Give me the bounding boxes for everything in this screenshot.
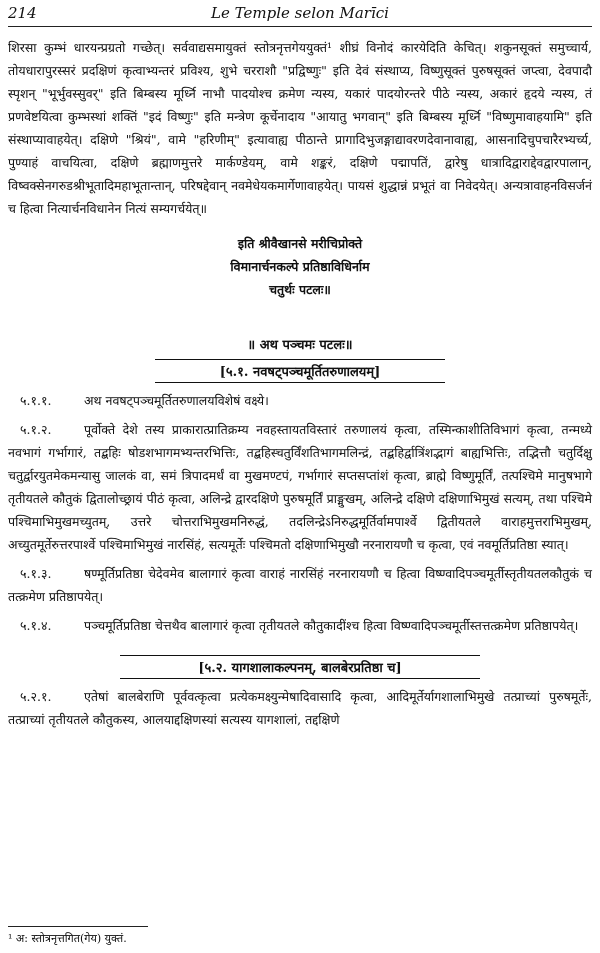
footnote-rule — [8, 926, 148, 927]
colophon-line: विमानार्चनकल्पे प्रतिष्ठाविधिर्नाम — [230, 259, 370, 274]
verse — [8, 418, 592, 556]
verse-number: ५.१.१. — [20, 393, 52, 408]
section-heading: [५.१. नवषट्पञ्चमूर्तितरुणालयम्] — [155, 359, 445, 383]
header-rule — [8, 26, 592, 27]
intro-paragraph: शिरसा कुम्भं धारयन्प्रग्रतो गच्छेत्। सर्ववाद्यसमायुक्तं स्तोत्रनृत्तगेययुक्तं¹ शीघ्रं विनोदं कारयेदिति केचित्। शकुनसूक्तं समुच्चार्य, तोयधारापुरस्सरं प्रदक्षिणं कृत्वाभ्यन्तरं प्रविश्य, शुभे चरराशौ "प्रद्विष्णुः" इति देवं संस्थाप्य, विष्णुसूक्तं पुरुषसूक्तं जप्त्वा, देवपादौ स्पृशन् "भूर्भुवस्सुवर्" इति बिम्बस्य मूर्ध्नि नाभौ पादयोश्च क्रमेण न्यस्य, यकारं पादयोरन्तरे पीठे न्यस्य, अकारं हृदये न्यस्य, तं प्रणवेष्टयित्वा कुम्भस्थां शक्तिं "इदं विष्णुः" इति मन्त्रेण कूर्चेनादाय "आयातु भगवान्" इति बिम्बस्य मूर्ध्नि "विष्णुमावाहयामि" इति संस्थाप्यावाहयेत्। दक्षिणे "श्रियं", वामे "हरिणीम्" इत्यावाह्य पीठान्ते प्रागादिभुजङ्गाद्यावरणदेवानावाह्य, आसनादिचुपचारैरभ्यर्च्य, पुण्याहं वाचयित्वा, दक्षिणे ब्रह्माणमुत्तरे मार्कण्डेयम्, वामे शङ्करं, दक्षिणे पद्मापतिं, द्वारेषु धात्रादिद्वाराद्देवद्वारपालान्, विष्वक्सेनगरुडश्रीभूतादिमहाभूतान्तान्, परिषद्देवान् नवमेधेयकमार्गेणावाहयेत्। पायसं शुद्धान्नं प्रभूतं वा निवेदयेत्। अन्यत्रावाहनविसर्जनं च हित्वा नित्यार्चनविधानेन नित्यं सम्यगर्चयेत्॥ — [8, 40, 592, 216]
verse — [8, 562, 592, 608]
verse — [8, 389, 592, 412]
footnote: ¹ अ: स्तोत्रनृत्तगित(गेय) युक्तं. — [8, 932, 127, 945]
verse-number: ५.१.४. — [20, 618, 52, 633]
verse-number: ५.१.२. — [20, 422, 52, 437]
page-body — [8, 36, 592, 731]
colophon-line: इति श्रीवैखानसे मरीचिप्रोक्ते — [237, 236, 363, 251]
colophon-line: चतुर्थः पटलः॥ — [269, 282, 331, 297]
running-title: Le Temple selon Marīci — [211, 4, 389, 22]
verse-text: अथ नवषट्पञ्चमूर्तितरुणालयविशेषं वक्ष्ये। — [84, 393, 269, 408]
running-header — [8, 4, 592, 26]
chapter-colophon — [8, 232, 592, 301]
page-number: 214 — [8, 4, 37, 22]
chapter-heading: ॥ अथ पञ्चमः पटलः॥ — [247, 338, 353, 353]
section-heading: [५.२. यागशालाकल्पनम्, बालबेरप्रतिष्ठा च] — [120, 655, 480, 679]
verse-text: षण्मूर्तिप्रतिष्ठा चेदेवमेव बालागारं कृत्वा वाराहं नारसिंहं नरनारायणौ च हित्वा विष्ण्वादिपञ्चमूर्तीस्तृतीयतलकौतुकं च तत्क्रमेण प्रतिष्ठापयेत्। — [8, 566, 592, 604]
verse — [8, 685, 592, 731]
verse-text: पूर्वोक्ते देशे तस्य प्राकारात्प्रातिक्रम्य नवहस्तायतविस्तारं तरुणालयं कृत्वा, तस्मिन्काशीतिविभागं कृत्वा, तन्मध्ये नवभागं गर्भागारं, तद्बहिः षोडशभागमभ्यन्तरभित्तिः, तद्बहिस्चतुर्विंशतिभागमलिन्द्रं, तद्बहिर्द्वात्रिंशद्भागं बाह्यभित्तिः, तद्भित्तौ चतुर्दिक्षु चतुर्द्वारयुतमेकमन्यासु जालकं वा, समं त्रिपादमर्धं वा मुखमण्टपं, गर्भागारं सप्तसप्तांशं कृत्वा, ब्राह्मे विष्णुमूर्तिं, तत्पश्चिमे मानुषभागे तृतीयतले कौतुकं द्वितालोच्छ्रायं पीठं कृत्वा, अलिन्द्रे द्वारदक्षिणे पुरुषमूर्तिं प्राङ्मुखम्, अलिन्द्रे दक्षिणे दक्षिणाभिमुखं सत्यम्, तथा पश्चिमे पश्चिमाभिमुखमच्युतम्, उत्तरे चोत्तराभिमुखमनिरुद्धं, तदलिन्द्रेऽनिरुद्धमूर्तिर्वामपार्श्वे द्वितीयतले वाराहमुत्तराभिमुखम्, अच्युतमूर्तेरुत्तरपार्श्वे पश्चिमाभिमुखं नारसिंहं, सत्यमूर्तेः पश्चिमतो दक्षिणाभिमुखौ नरनारायणौ च कृत्वा, एवं नवमूर्तिप्रतिष्ठा स्यात्। — [8, 422, 592, 552]
verse-text: एतेषां बालबेराणि पूर्ववत्कृत्वा प्रत्येकमक्ष्युन्मेषादिवासादि कृत्वा, आदिमूर्तेर्यागशालाभिमुखे तत्प्राच्यां पुरुषमूर्तेः, तत्प्राच्यां तृतीयतले कौतुकस्य, आलयाद्दक्षिणस्यां सत्यस्य यागशालां, तद्दक्षिणे — [8, 689, 592, 727]
verse-text: पञ्चमूर्तिप्रतिष्ठा चेत्तथैव बालागारं कृत्वा तृतीयतले कौतुकादींश्च हित्वा विष्ण्वादिपञ्चमूर्तीस्तत्तत्क्रमेण प्रतिष्ठापयेत्। — [84, 618, 579, 633]
verse-number: ५.२.१. — [20, 689, 52, 704]
verse — [8, 614, 592, 637]
verse-number: ५.१.३. — [20, 566, 52, 581]
